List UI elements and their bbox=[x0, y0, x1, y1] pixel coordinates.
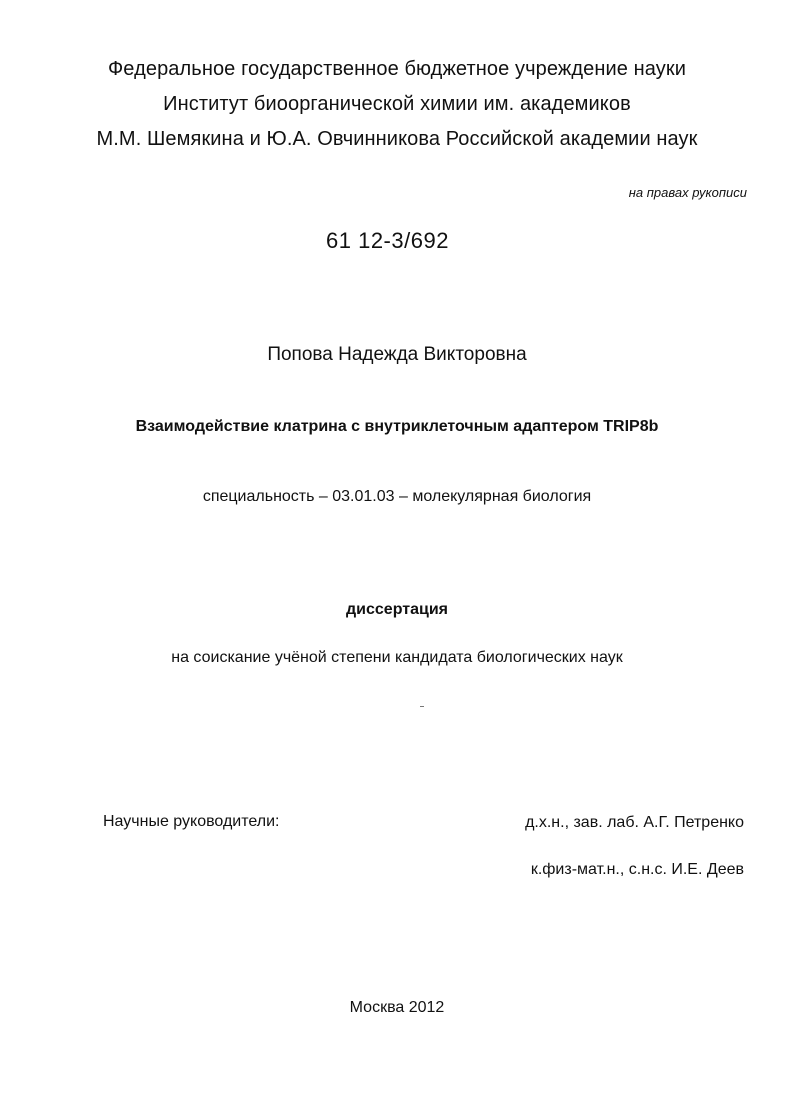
supervisors-label: Научные руководители: bbox=[103, 813, 280, 830]
institution-line-3: М.М. Шемякина и Ю.А. Овчинникова Российской академии наук bbox=[96, 128, 698, 150]
supervisor-second: к.физ-мат.н., с.н.с. И.Е. Деев bbox=[530, 861, 744, 878]
specialty: специальность – 03.01.03 – молекулярная биология bbox=[202, 488, 592, 505]
degree-statement: на соискание учёной степени кандидата биологических наук bbox=[171, 649, 623, 666]
supervisor-first: д.х.н., зав. лаб. А.Г. Петренко bbox=[525, 814, 744, 831]
document-type: диссертация bbox=[346, 601, 448, 618]
scan-speck bbox=[420, 706, 424, 707]
institution-line-1: Федеральное государственное бюджетное учреждение науки bbox=[108, 58, 686, 80]
place-year: Москва 2012 bbox=[349, 999, 445, 1016]
author-name: Попова Надежда Викторовна bbox=[267, 344, 527, 365]
manuscript-note: на правах рукописи bbox=[628, 185, 747, 200]
institution-line-2: Институт биоорганической химии им. академиков bbox=[163, 93, 631, 115]
thesis-title: Взаимодействие клатрина с внутриклеточным адаптером TRIP8b bbox=[135, 418, 659, 435]
registration-number: 61 12-3/692 bbox=[326, 228, 449, 253]
